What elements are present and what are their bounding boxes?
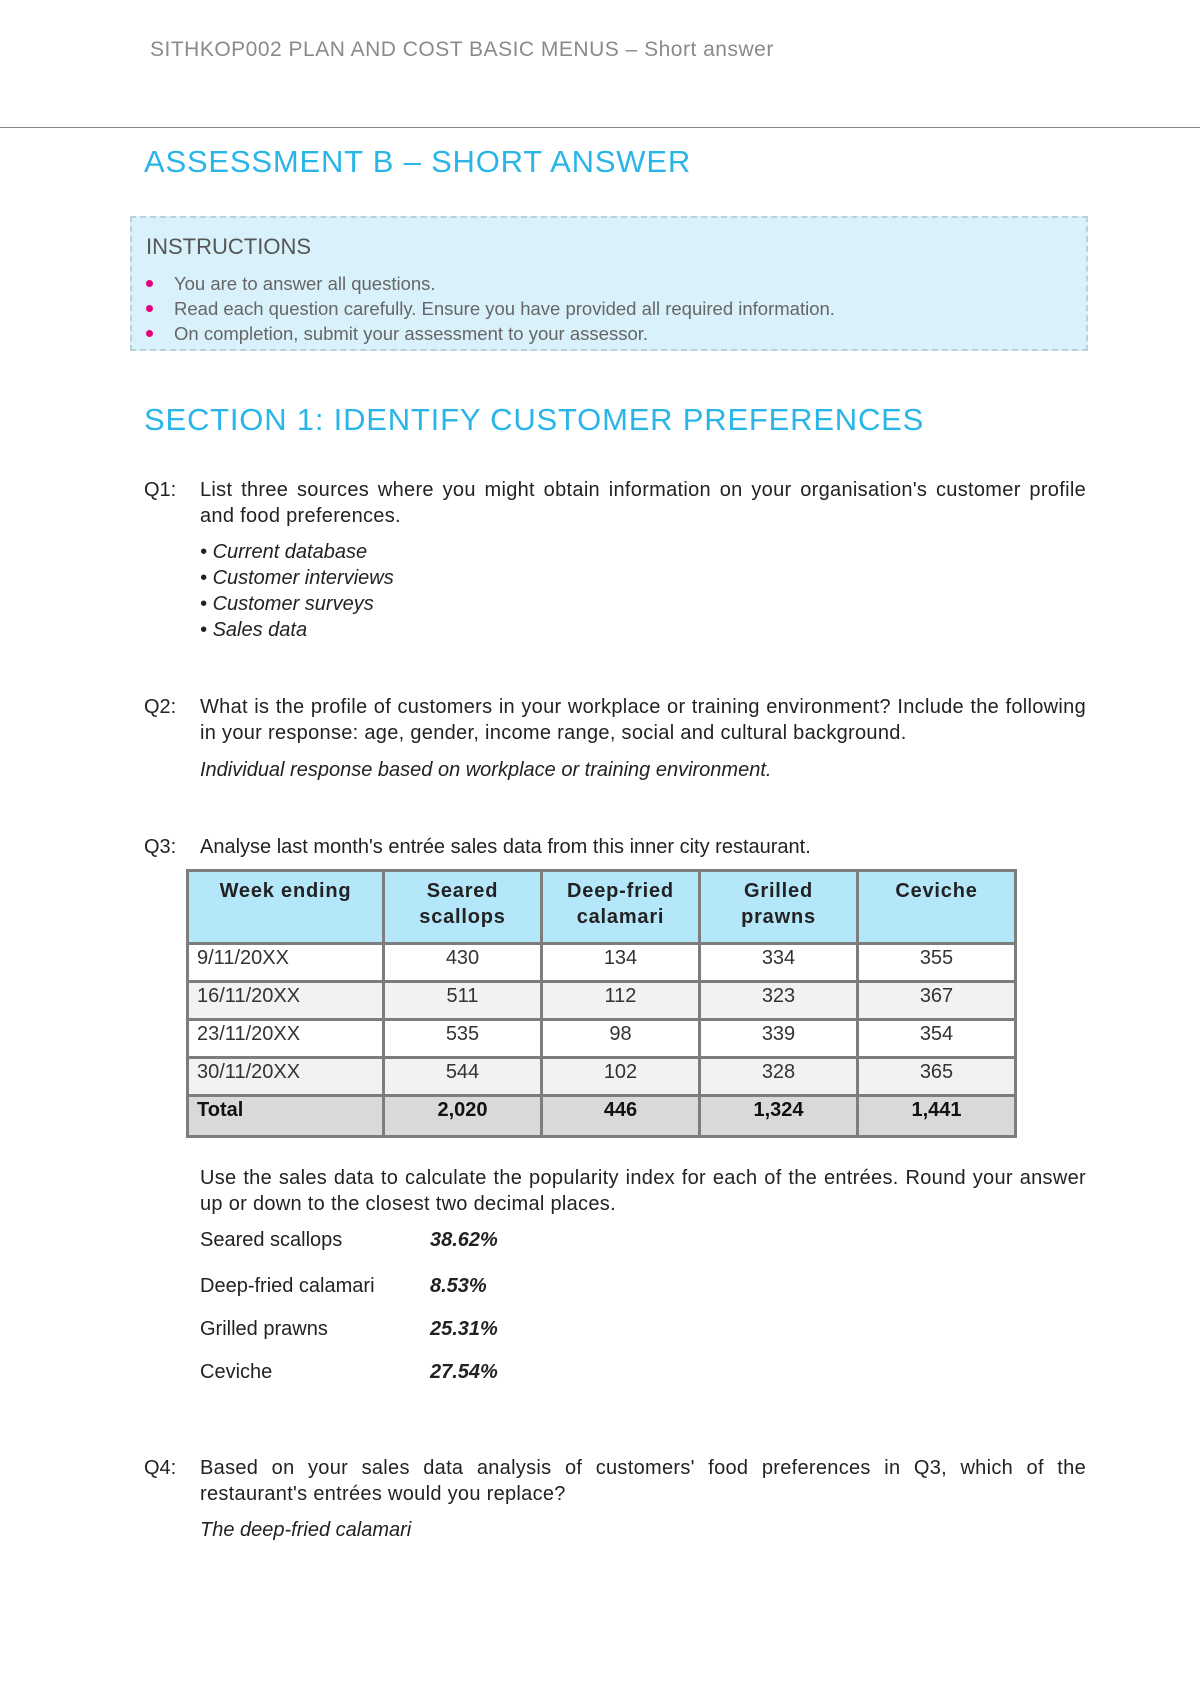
section-title: SECTION 1: IDENTIFY CUSTOMER PREFERENCES [144, 402, 925, 437]
table-cell: 544 [384, 1058, 542, 1096]
table-total-row [188, 1096, 1016, 1137]
table-cell: 334 [700, 944, 858, 982]
instruction-item: Read each question carefully. Ensure you have provided all required information. [146, 296, 835, 321]
table-cell: 102 [542, 1058, 700, 1096]
table-cell: 339 [700, 1020, 858, 1058]
table-cell: Total [188, 1096, 384, 1137]
table-cell: 323 [700, 982, 858, 1020]
table-cell: 511 [384, 982, 542, 1020]
column-header: Seared scallops [384, 871, 542, 944]
popularity-item-label: Ceviche [200, 1361, 273, 1383]
q1-answer-item: • Customer surveys [200, 593, 374, 615]
q4-text: Based on your sales data analysis of customers' food preferences in Q3, which of the restaurant's entrées would you replace? [200, 1457, 1086, 1505]
table-cell: 446 [542, 1096, 700, 1137]
q2-answer: Individual response based on workplace or training environment. [200, 759, 772, 781]
q1-text: List three sources where you might obtain information on your organisation's customer profile and food preferences. [200, 479, 1086, 527]
instruction-item: On completion, submit your assessment to your assessor. [146, 321, 835, 346]
table-cell: 30/11/20XX [188, 1058, 384, 1096]
table-cell: 367 [858, 982, 1016, 1020]
q3-instruction: Use the sales data to calculate the popularity index for each of the entrées. Round your answer up or down to the closest two decimal places. [200, 1167, 1086, 1215]
q1-answer-item: • Sales data [200, 619, 308, 641]
table-cell: 430 [384, 944, 542, 982]
q1-answer-item: • Customer interviews [200, 567, 394, 589]
table-cell: 1,441 [858, 1096, 1016, 1137]
table-cell: 98 [542, 1020, 700, 1058]
q3-label: Q3: [144, 836, 177, 858]
header-divider [0, 127, 1200, 128]
column-header: Grilled prawns [700, 871, 858, 944]
q1-answer-item: • Current database [200, 541, 368, 563]
table-cell: 9/11/20XX [188, 944, 384, 982]
q2-text: What is the profile of customers in your workplace or training environment? Include the following in your response: age, gender, income range, social and cultural background. [200, 696, 1086, 744]
table-cell: 365 [858, 1058, 1016, 1096]
q4-answer: The deep-fried calamari [200, 1519, 412, 1541]
table-cell: 112 [542, 982, 700, 1020]
popularity-item-value: 27.54% [430, 1361, 498, 1383]
popularity-item-value: 8.53% [430, 1275, 487, 1297]
table-cell: 1,324 [700, 1096, 858, 1137]
popularity-item-value: 38.62% [430, 1229, 498, 1251]
popularity-item-label: Grilled prawns [200, 1318, 328, 1340]
q1-answer-text: Current database [212, 541, 368, 563]
q1-answer-text: Customer surveys [212, 593, 374, 615]
instruction-item: You are to answer all questions. [146, 271, 835, 296]
table-cell: 355 [858, 944, 1016, 982]
q2-label: Q2: [144, 696, 177, 718]
table-cell: 354 [858, 1020, 1016, 1058]
table-cell: 2,020 [384, 1096, 542, 1137]
q1-answer-text: Sales data [212, 619, 308, 641]
table-cell: 328 [700, 1058, 858, 1096]
column-header: Week ending [188, 871, 384, 944]
table-row [188, 944, 1016, 982]
q3-text: Analyse last month's entrée sales data from this inner city restaurant. [200, 836, 811, 858]
table-cell: 16/11/20XX [188, 982, 384, 1020]
q1-answer-text: Customer interviews [212, 567, 394, 589]
table-row [188, 1020, 1016, 1058]
popularity-item-label: Seared scallops [200, 1229, 343, 1251]
table-row [188, 982, 1016, 1020]
instructions-heading: INSTRUCTIONS [146, 234, 311, 259]
table-cell: 535 [384, 1020, 542, 1058]
instructions-box [130, 216, 1088, 351]
page-title: ASSESSMENT B – SHORT ANSWER [144, 144, 692, 179]
q1-label: Q1: [144, 479, 177, 501]
popularity-item-value: 25.31% [430, 1318, 498, 1340]
q4-label: Q4: [144, 1457, 177, 1479]
instructions-list [146, 271, 835, 346]
sales-table [186, 869, 1017, 1138]
column-header: Ceviche [858, 871, 1016, 944]
running-header: SITHKOP002 PLAN AND COST BASIC MENUS – Short answer [150, 38, 774, 61]
table-cell: 23/11/20XX [188, 1020, 384, 1058]
table-cell: 134 [542, 944, 700, 982]
table-row [188, 1058, 1016, 1096]
column-header: Deep-fried calamari [542, 871, 700, 944]
popularity-item-label: Deep-fried calamari [200, 1275, 375, 1297]
table-header-row [188, 871, 1016, 944]
